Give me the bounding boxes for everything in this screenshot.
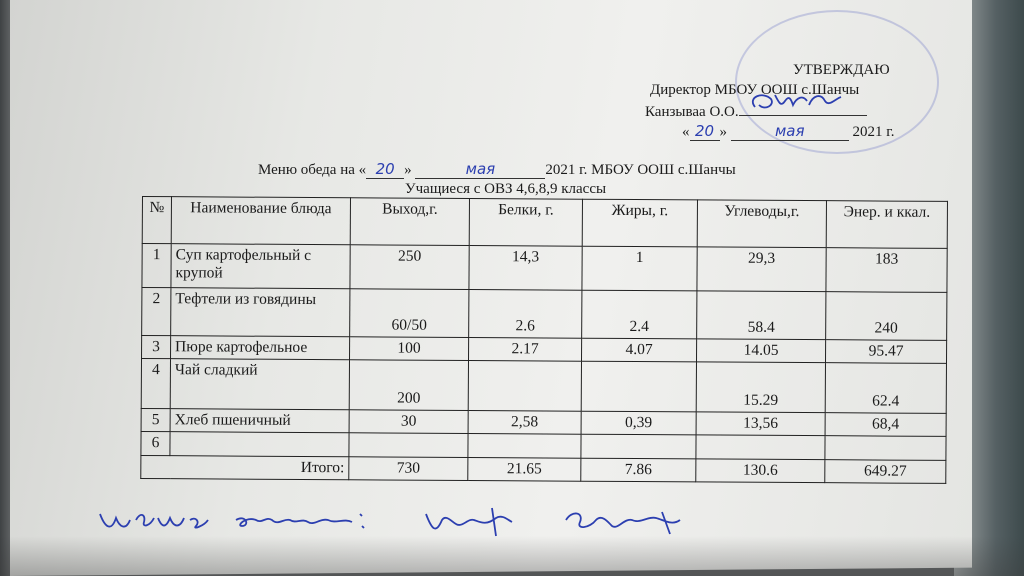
- output-value: 200: [349, 360, 468, 411]
- output-value: [349, 433, 468, 458]
- protein-value: 2.17: [469, 337, 582, 361]
- protein-value: [468, 433, 581, 458]
- row-number: 2: [142, 288, 171, 336]
- row-number: 1: [142, 244, 171, 288]
- approval-position: Директор МБОУ ООШ с.Шанчы: [650, 82, 860, 98]
- col-header-carbs: Углеводы,г.: [697, 200, 826, 248]
- heading-prefix: Меню обеда на «: [258, 162, 367, 178]
- carbs-value: 15.29: [696, 362, 825, 413]
- dish-name: Хлеб пшеничный: [170, 409, 349, 433]
- output-value: 60/50: [350, 289, 469, 338]
- approval-name: Канзываа О.О.: [645, 104, 739, 120]
- protein-value: 2.6: [469, 289, 582, 338]
- table-row: [141, 359, 946, 414]
- fat-value: 1: [582, 246, 697, 291]
- total-protein: 21.65: [468, 457, 581, 481]
- approval-month: мая: [731, 122, 849, 141]
- output-value: 250: [350, 245, 469, 290]
- col-header-dish: Наименование блюда: [171, 197, 350, 245]
- fat-value: [581, 434, 696, 459]
- approval-name-line: [645, 101, 867, 121]
- dish-name: Пюре картофельное: [171, 336, 350, 360]
- protein-value: 14,3: [469, 245, 582, 290]
- approval-date: « 20 » мая 2021 г.: [682, 122, 895, 140]
- table-row: [142, 288, 947, 341]
- protein-value: [468, 360, 581, 411]
- total-output: 730: [349, 457, 468, 481]
- output-value: 30: [349, 410, 468, 434]
- row-number: 5: [141, 408, 170, 431]
- col-header-output: Выход,г.: [350, 198, 469, 246]
- col-header-protein: Белки, г.: [469, 199, 582, 247]
- output-value: 100: [350, 337, 469, 361]
- protein-value: 2,58: [468, 410, 581, 434]
- energy-value: 62.4: [825, 363, 946, 414]
- energy-value: 240: [826, 292, 947, 341]
- menu-table: [140, 196, 948, 484]
- dish-name: Суп картофельный с крупой: [171, 244, 350, 289]
- carbs-value: 58.4: [697, 291, 826, 340]
- total-carbs: 130.6: [696, 459, 825, 483]
- fat-value: 4.07: [581, 338, 696, 362]
- dish-name: Тефтели из говядины: [171, 288, 350, 337]
- energy-value: 183: [826, 248, 947, 293]
- total-energy: 649.27: [825, 460, 946, 484]
- menu-subtitle: Учащиеся с ОВЗ 4,6,8,9 классы: [405, 181, 607, 197]
- handwritten-signatures: [96, 500, 716, 540]
- energy-value: 95.47: [825, 340, 946, 364]
- heading-mid: »: [404, 162, 412, 178]
- carbs-value: 13,56: [696, 412, 825, 436]
- table-header-row: [142, 197, 947, 249]
- approval-day: 20: [690, 122, 720, 141]
- dish-name: [170, 432, 349, 457]
- commission-signatures: [96, 500, 716, 536]
- total-fat: 7.86: [581, 458, 696, 482]
- row-number: 3: [142, 336, 171, 359]
- carbs-value: 14.05: [696, 339, 825, 363]
- photo-shadow: [0, 536, 1024, 576]
- row-number: 6: [141, 431, 170, 455]
- carbs-value: 29,3: [697, 247, 826, 292]
- col-header-number: №: [142, 197, 171, 244]
- menu-heading: [258, 160, 736, 179]
- fat-value: [581, 361, 696, 412]
- fat-value: 2.4: [582, 290, 697, 339]
- heading-suffix: 2021 г. МБОУ ООШ с.Шанчы: [545, 162, 736, 178]
- col-header-fat: Жиры, г.: [582, 199, 697, 247]
- fat-value: 0,39: [581, 411, 696, 435]
- director-signature-line: [739, 101, 867, 116]
- heading-month: мая: [415, 160, 545, 179]
- energy-value: 68,4: [825, 413, 946, 437]
- dish-name: Чай сладкий: [170, 359, 349, 410]
- total-label: Итого:: [141, 455, 349, 479]
- approval-title: УТВЕРЖДАЮ: [793, 62, 890, 78]
- approval-year: 2021 г.: [852, 124, 895, 140]
- table-row: [142, 244, 947, 293]
- heading-day: 20: [366, 160, 404, 179]
- energy-value: [825, 436, 946, 461]
- col-header-energy: Энер. и ккал.: [826, 201, 947, 249]
- table-total-row: [141, 455, 946, 483]
- row-number: 4: [141, 359, 170, 409]
- director-signature: [745, 89, 855, 115]
- carbs-value: [696, 435, 825, 460]
